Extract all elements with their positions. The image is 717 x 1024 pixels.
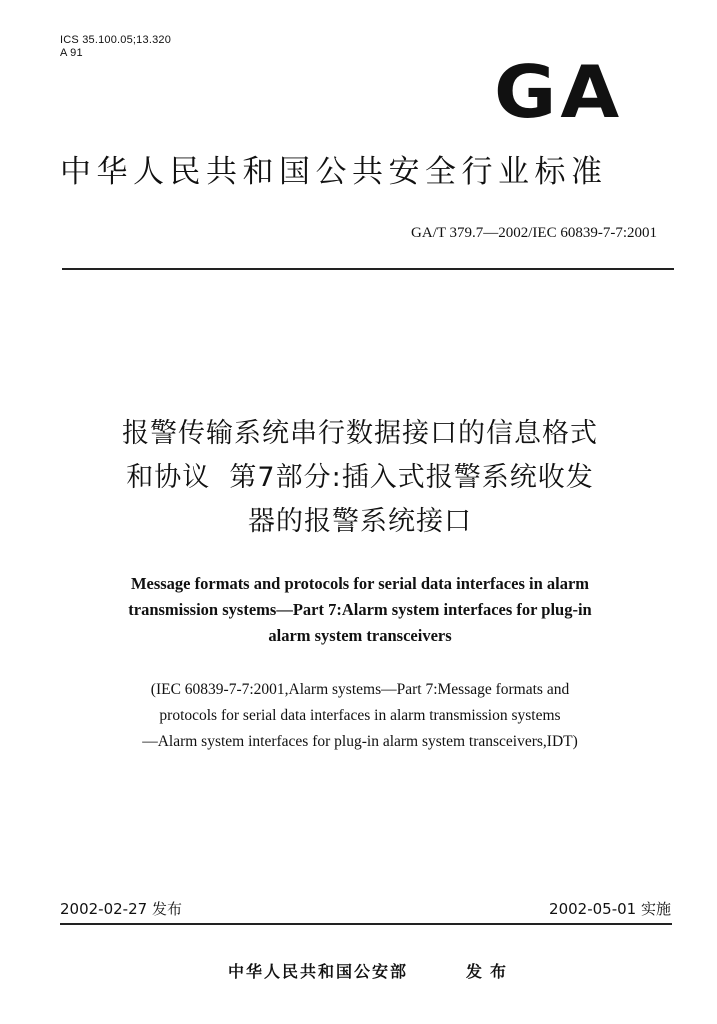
- classification-codes: [60, 34, 171, 60]
- footer-divider: [60, 923, 672, 925]
- iec-reference: [40, 677, 680, 755]
- english-title-line: transmission systems—Part 7:Alarm system interfaces for plug-in: [128, 600, 592, 619]
- english-title-line: alarm system transceivers: [268, 626, 452, 645]
- ics-code: ICS 35.100.05;13.320: [60, 34, 172, 46]
- standard-title: 中华人民共和国公共安全行业标准: [60, 154, 608, 190]
- publish-label: 发布: [466, 962, 515, 981]
- english-title-line: Message formats and protocols for serial data interfaces in alarm: [130, 574, 590, 593]
- header-divider: [62, 268, 674, 270]
- standard-number: GA/T 379.7—2002/IEC 60839-7-7:2001: [411, 225, 657, 241]
- iec-reference-line: protocols for serial data interfaces in alarm transmission systems: [159, 707, 561, 724]
- iec-reference-line: (IEC 60839-7-7:2001,Alarm systems—Part 7:Message formats and: [150, 681, 570, 698]
- category-code: A 91: [60, 47, 83, 59]
- iec-reference-line: —Alarm system interfaces for plug-in alarm system transceivers,IDT): [142, 733, 578, 750]
- chinese-title: [40, 412, 680, 544]
- publisher: 中华人民共和国公安部: [228, 962, 409, 981]
- chinese-title-line: 和协议 第7部分:插入式报警系统收发: [126, 462, 594, 493]
- chinese-title-line: 器的报警系统接口: [248, 506, 472, 537]
- chinese-title-line: 报警传输系统串行数据接口的信息格式: [122, 418, 598, 449]
- issue-date: 2002-02-27 发布: [60, 900, 182, 918]
- english-title: [40, 571, 680, 649]
- implementation-date: 2002-05-01 实施: [549, 900, 671, 918]
- ga-logo: GA: [494, 49, 624, 134]
